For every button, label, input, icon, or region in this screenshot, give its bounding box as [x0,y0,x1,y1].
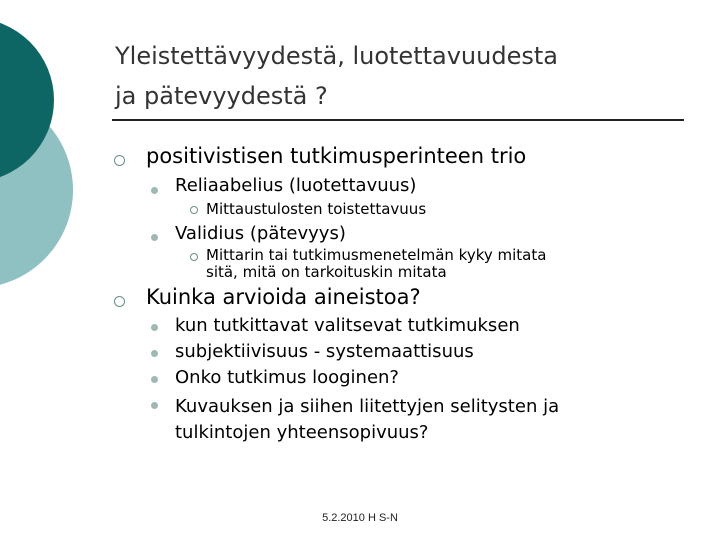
slide-title [115,36,695,116]
dot-bullet-icon [151,234,158,241]
list-item: subjektiivisuus - systemaattisuus [175,341,474,362]
title-line-1: Yleistettävyydestä, luotettavuudesta [115,42,558,70]
slide-footer: 5.2.2010 H S-N [322,512,398,524]
dot-bullet-icon [151,324,158,331]
ring-bullet-icon [114,296,125,307]
title-line-2: ja pätevyydestä ? [115,82,328,110]
list-item: Onko tutkimus looginen? [175,367,399,388]
dot-bullet-icon [151,402,158,409]
dot-bullet-icon [151,376,158,383]
ring-bullet-icon [190,206,198,214]
sub-list-item-line-2: sitä, mitä on tarkoituskin mitata [206,263,447,281]
sub-list-item [206,247,546,281]
ring-bullet-icon [114,155,125,166]
sub-list-item: Mittaustulosten toistettavuus [206,200,427,218]
dot-bullet-icon [151,187,158,194]
title-divider [112,119,684,121]
dot-bullet-icon [151,350,158,357]
list-item: kun tutkittavat valitsevat tutkimuksen [175,315,520,336]
list-item [175,394,559,446]
list-item: Validius (pätevyys) [175,223,346,244]
section-heading: positivistisen tutkimusperinteen trio [146,144,527,168]
list-item-line-1: Kuvauksen ja siihen liitettyjen selitysten ja [175,396,560,417]
list-item-line-2: tulkintojen yhteensopivuus? [175,422,429,443]
section-heading: Kuinka arvioida aineistoa? [146,285,421,309]
sub-list-item-line-1: Mittarin tai tutkimusmenetelmän kyky mitata [206,246,547,264]
list-item: Reliaabelius (luotettavuus) [175,175,417,196]
ring-bullet-icon [190,253,198,261]
